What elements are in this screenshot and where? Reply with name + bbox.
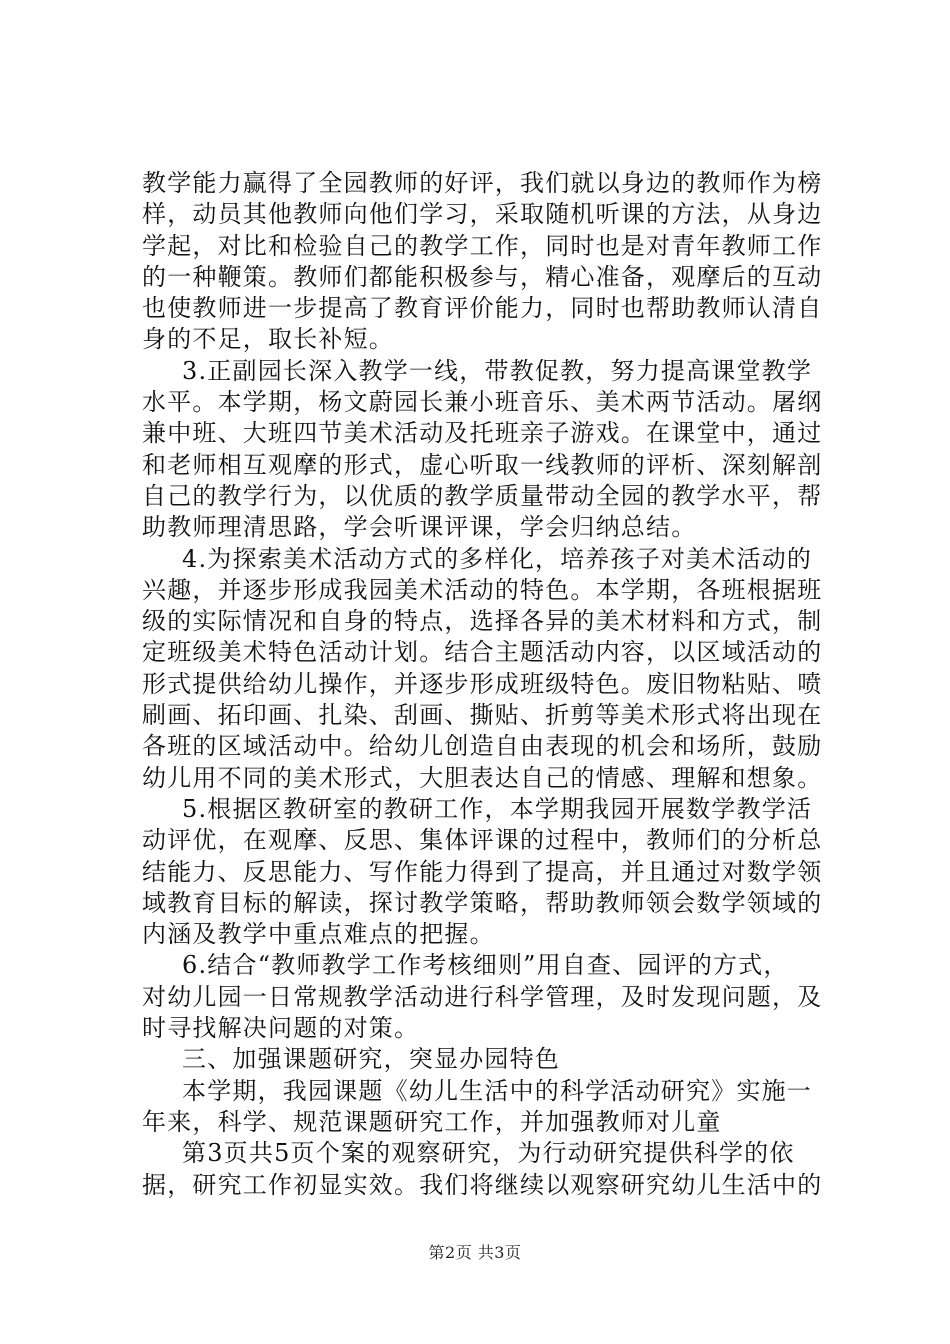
text-line: 和老师相互观摩的形式，虚心听取一线教师的评析、深刻解剖 (142, 450, 823, 479)
section-heading: 三、加强课题研究，突显办园特色 (182, 1045, 560, 1074)
text-line: 身的不足，取长补短。 (142, 325, 394, 354)
text-line: 各班的区域活动中。给幼儿创造自由表现的机会和场所，鼓励 (142, 732, 823, 761)
document-body (142, 168, 842, 1201)
text-line: 域教育目标的解读，探讨教学策略，帮助教师领会数学领域的 (142, 888, 823, 917)
text-line: 定班级美术特色活动计划。结合主题活动内容，以区域活动的 (142, 638, 823, 667)
text-line: 对幼儿园一日常规教学活动进行科学管理，及时发现问题，及 (142, 982, 823, 1011)
paragraph-start-line: 3.正副园长深入教学一线，带教促教，努力提高课堂教学 (182, 356, 813, 385)
text-line: 幼儿用不同的美术形式，大胆表达自己的情感、理解和想象。 (142, 763, 823, 792)
text-line: 据，研究工作初显实效。我们将继续以观察研究幼儿生活中的 (142, 1170, 823, 1199)
text-line: 学起，对比和检验自己的教学工作，同时也是对青年教师工作 (142, 231, 823, 260)
text-line: 的一种鞭策。教师们都能积极参与，精心准备，观摩后的互动 (142, 262, 823, 291)
paragraph-start-line: 6.结合“教师教学工作考核细则”用自查、园评的方式， (182, 951, 789, 980)
paragraph-start-line: 5.根据区教研室的教研工作，本学期我园开展数学教学活 (182, 794, 813, 823)
text-line: 教学能力赢得了全园教师的好评，我们就以身边的教师作为榜 (142, 169, 823, 197)
text-line: 刷画、拓印画、扎染、刮画、撕贴、折剪等美术形式将出现在 (142, 701, 823, 730)
text-line: 时寻找解决问题的对策。 (142, 1014, 420, 1043)
text-line: 内涵及教学中重点难点的把握。 (142, 920, 495, 949)
text-line: 兼中班、大班四节美术活动及托班亲子游戏。在课堂中，通过 (142, 419, 823, 448)
text-line: 样，动员其他教师向他们学习，采取随机听课的方法，从身边 (142, 200, 823, 229)
text-line: 助教师理清思路，学会听课评课，学会归纳总结。 (142, 513, 697, 542)
text-line: 水平。本学期，杨文蔚园长兼小班音乐、美术两节活动。屠纲 (142, 388, 823, 417)
text-line: 形式提供给幼儿操作，并逐步形成班级特色。废旧物粘贴、喷 (142, 669, 823, 698)
text-line: 级的实际情况和自身的特点，选择各异的美术材料和方式，制 (142, 607, 823, 636)
paragraph-start-line: 4.为探索美术活动方式的多样化，培养孩子对美术活动的 (182, 544, 813, 573)
text-line: 年来，科学、规范课题研究工作，并加强教师对儿童 (142, 1107, 722, 1136)
page-footer: 第2页 共3页 (428, 1243, 522, 1262)
paragraph-start-line: 第3页共5页个案的观察研究，为行动研究提供科学的依 (182, 1139, 795, 1168)
text-line: 也使教师进一步提高了教育评价能力，同时也帮助教师认清自 (142, 294, 823, 323)
text-line: 兴趣，并逐步形成我园美术活动的特色。本学期，各班根据班 (142, 575, 823, 604)
text-line: 自己的教学行为，以优质的教学质量带动全园的教学水平，帮 (142, 481, 823, 510)
text-line: 结能力、反思能力、写作能力得到了提高，并且通过对数学领 (142, 857, 823, 886)
text-line: 动评优，在观摩、反思、集体评课的过程中，教师们的分析总 (142, 826, 823, 855)
paragraph-start-line: 本学期，我园课题《幼儿生活中的科学活动研究》实施一 (182, 1076, 812, 1105)
